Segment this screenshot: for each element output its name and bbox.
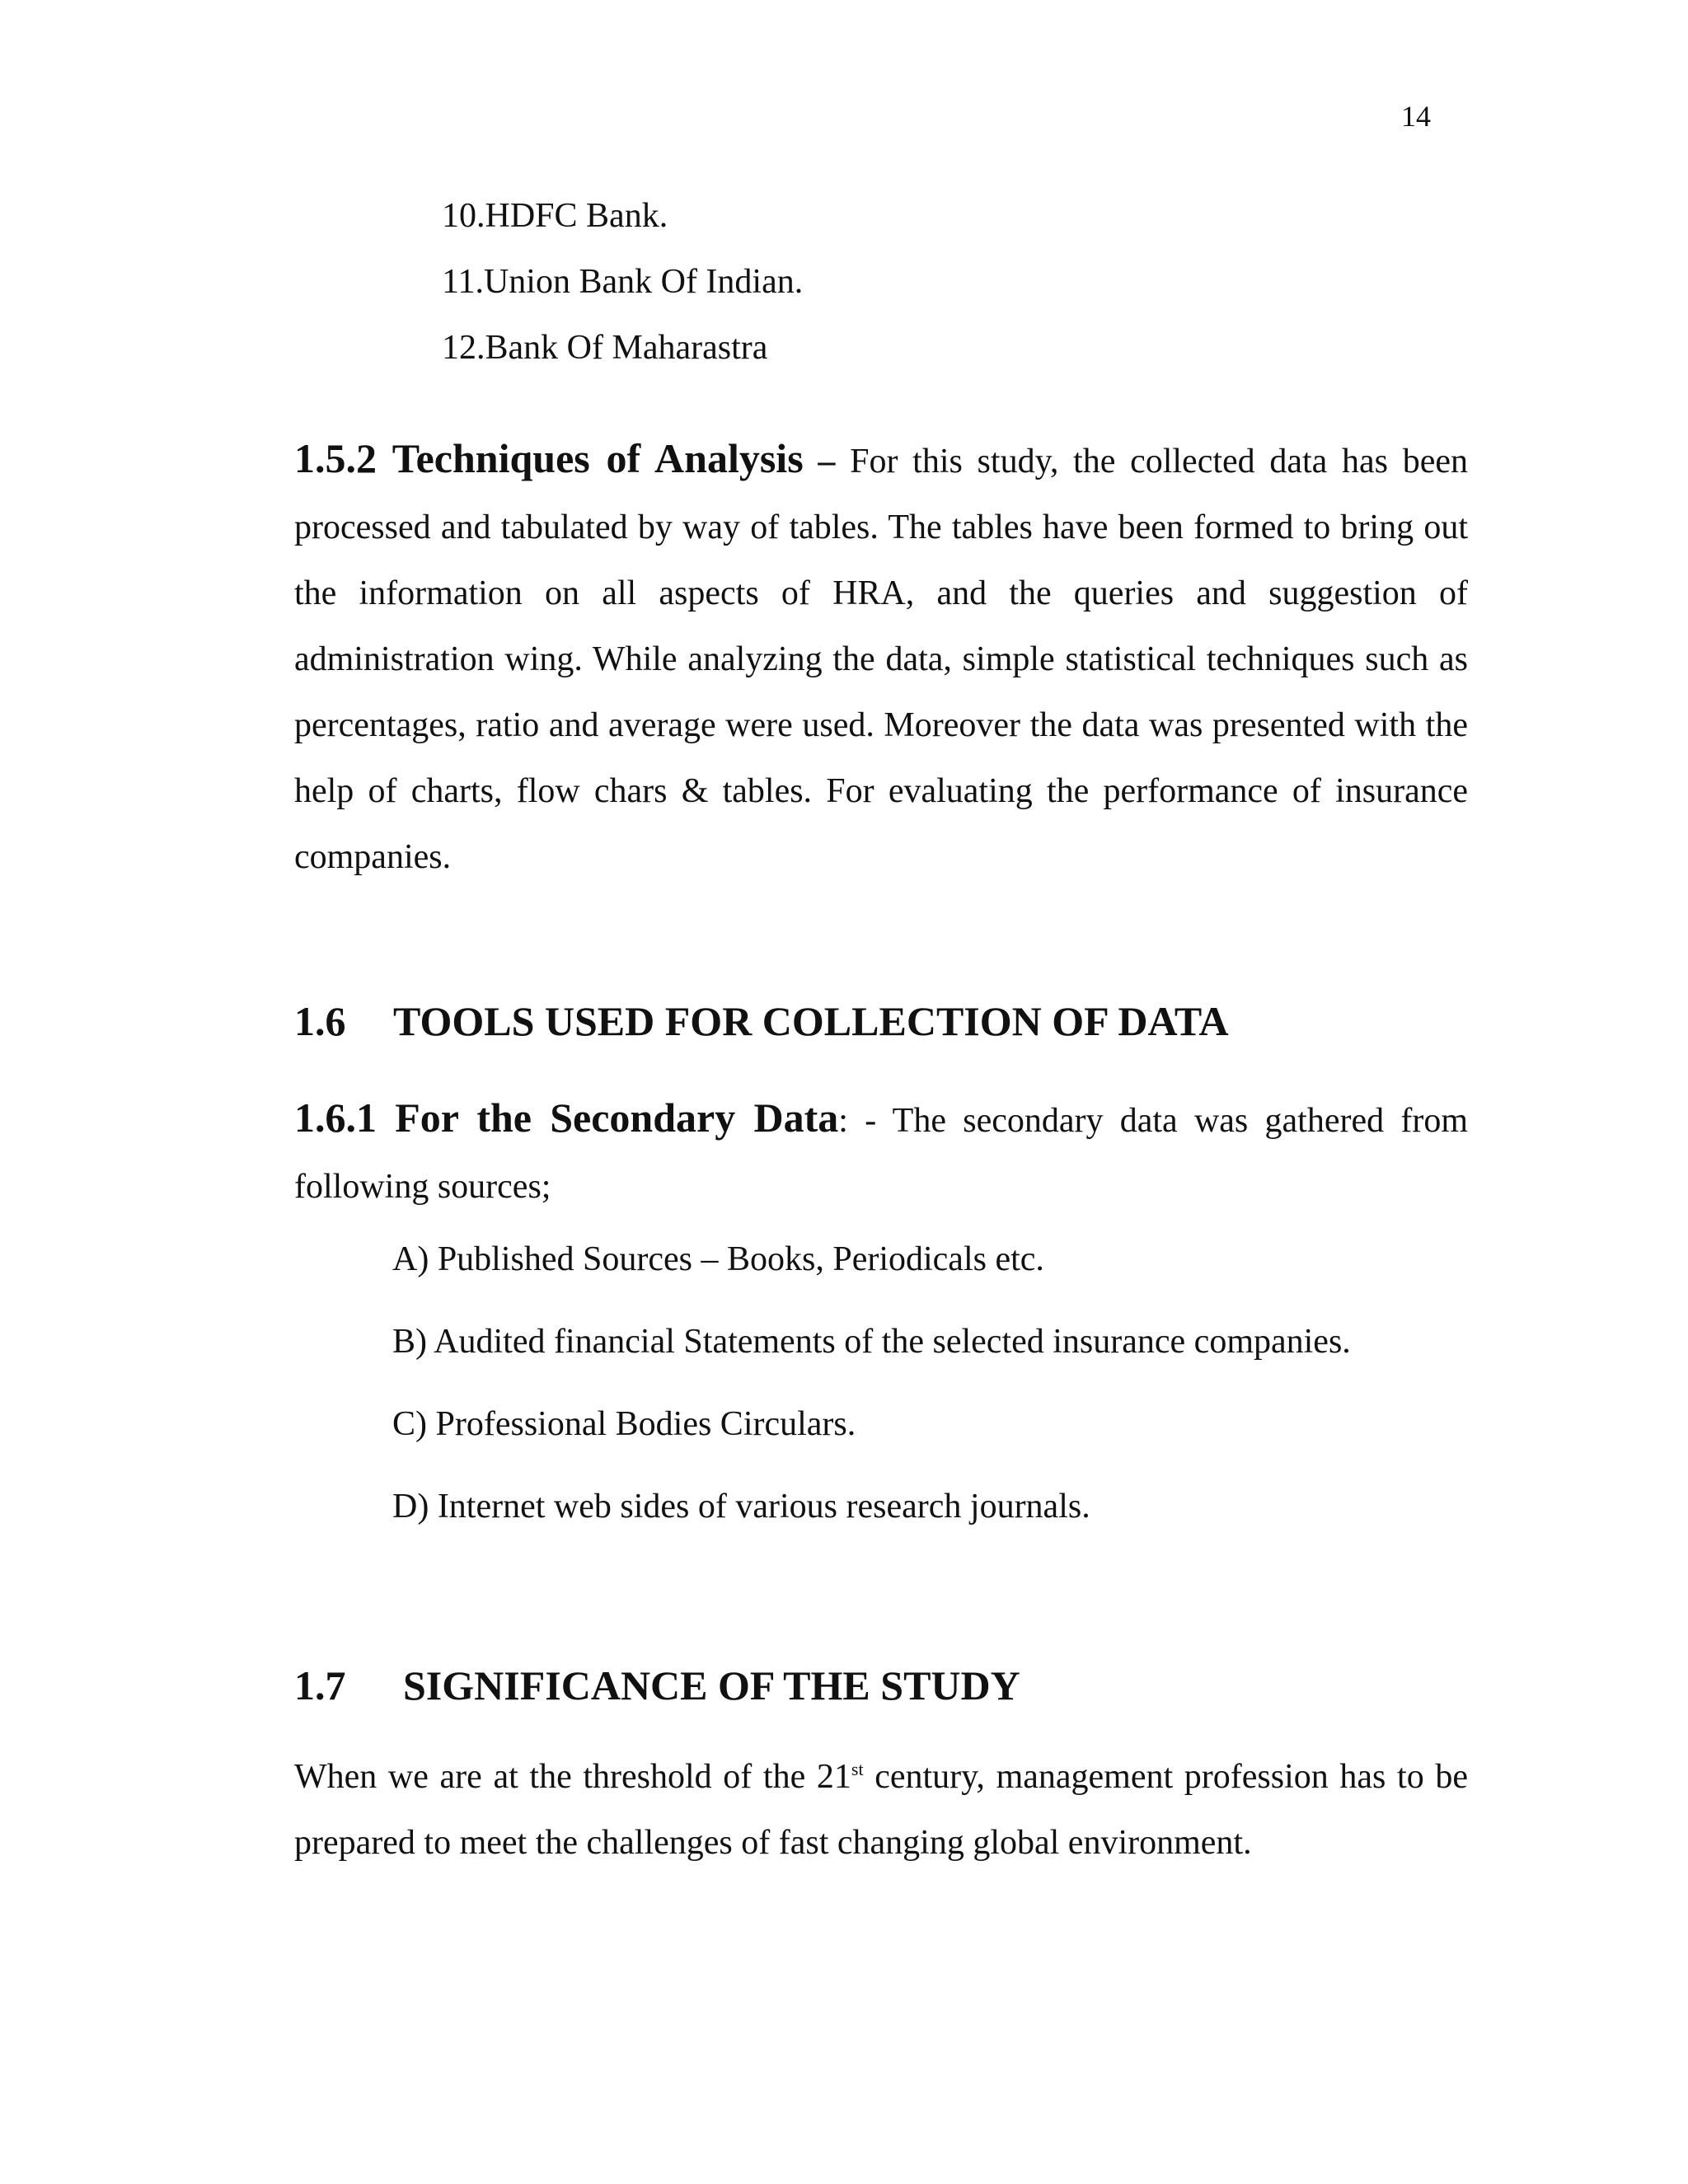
secondary-data-heading: 1.6.1 For the Secondary Data — [294, 1094, 839, 1141]
section-number: 1.6 — [294, 998, 346, 1044]
significance-text-start: When we are at the threshold of the 21 — [294, 1758, 851, 1796]
list-item — [442, 262, 803, 302]
source-item: D) Internet web sides of various research journals. — [392, 1488, 1090, 1526]
techniques-body: For this study, the collected data has been processed and tabulated by way of tables. The tables have been formed to bring out the information on all aspects of HRA, and the queries and suggestion of administration wing. While analyzing the data, simple statistical techniques such as percentages, ratio and average were used. Moreover the data was presented with the help of charts, flow chars & tables. For evaluating the performance of insurance companies. — [294, 443, 1469, 876]
secondary-data-paragraph — [294, 1085, 1468, 1220]
source-item: A) Published Sources – Books, Periodicals etc. — [392, 1240, 1044, 1278]
section-title: TOOLS USED FOR COLLECTION OF DATA — [393, 998, 1229, 1044]
list-item-text: Bank Of Maharastra — [485, 329, 768, 367]
secondary-data-body: : - The secondary data was gathered from following sources; — [294, 1102, 1468, 1206]
significance-paragraph — [294, 1744, 1468, 1876]
list-item-text: HDFC Bank. — [485, 197, 668, 235]
list-item-number: 10. — [442, 197, 485, 235]
section-number: 1.7 — [294, 1662, 346, 1708]
list-item — [442, 328, 767, 368]
techniques-heading: 1.5.2 Techniques of Analysis — [294, 435, 804, 481]
section-heading-1-6 — [294, 997, 1229, 1045]
ordinal-superscript: st — [851, 1759, 864, 1779]
page-number: 14 — [1401, 100, 1431, 133]
techniques-paragraph — [294, 425, 1468, 890]
list-item-text: Union Bank Of Indian. — [483, 263, 804, 301]
significance-text-end: century, management profession has to be prepared to meet the challenges of fast changing global environment. — [294, 1758, 1468, 1862]
section-heading-1-7 — [294, 1661, 1020, 1709]
list-item — [442, 196, 668, 236]
section-title: SIGNIFICANCE OF THE STUDY — [403, 1662, 1020, 1708]
source-item: C) Professional Bodies Circulars. — [392, 1405, 856, 1443]
list-item-number: 11. — [442, 263, 484, 301]
techniques-dash: – — [803, 443, 851, 480]
list-item-number: 12. — [442, 329, 485, 367]
source-item: B) Audited financial Statements of the selected insurance companies. — [392, 1323, 1351, 1361]
